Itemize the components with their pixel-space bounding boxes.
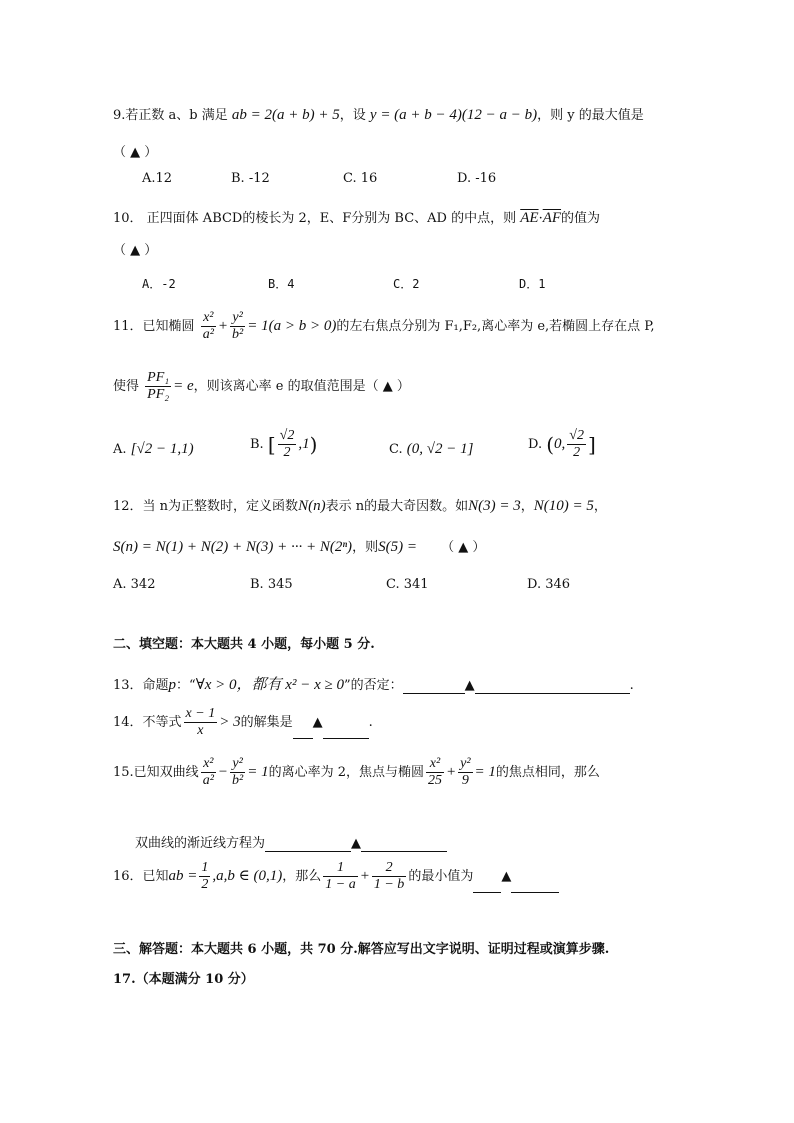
q10-vector-ae: $\overline{AE}$: [520, 210, 539, 226]
q10-text: 10． 正四面体 ABCD的棱长为 2，E、F分别为 BC、AD 的中点，则: [113, 211, 517, 226]
q16-term-1: $\frac{1}{1 - a}$: [325, 860, 356, 892]
q11-option-a: A. [√2 − 1,1): [113, 441, 194, 457]
q10-dot: ·: [538, 211, 543, 226]
q10-option-b: B．4: [268, 277, 295, 291]
section3-heading: 三、解答题：本大题共 6 小题，共 70 分.解答应写出文字说明、证明过程或演算步骤.: [113, 942, 610, 957]
q12-text-b: 表示 n的最大奇因数。如: [325, 499, 469, 514]
q9-prefix: 9.若正数 a、b 满足: [113, 108, 228, 123]
q13-answer-blank-2[interactable]: [475, 679, 630, 694]
q11-plus: +: [217, 318, 229, 334]
q11-option-b: B. [ $\frac{√2}{2}$ ,1): [250, 428, 318, 460]
q11-ratio: $\frac{\text{PF₁}}{\text{PF₂}}$: [147, 370, 170, 402]
q14-marker: ▲: [312, 715, 323, 730]
q12-paren: （ ▲ ）: [441, 540, 486, 555]
q12-line2-mid: ，则: [352, 540, 379, 555]
q15-ellipse-y: $\frac{\text{y²}}{9}$: [460, 756, 471, 788]
q10-option-c: C．2: [393, 277, 420, 291]
q10-paren: （ ▲ ）: [113, 243, 158, 258]
q12-example-1: N(3) = 3: [468, 498, 521, 514]
q10-suffix: 的值为: [561, 211, 601, 226]
q10-option-d: D．1: [519, 277, 546, 291]
q9-option-d: D. -16: [457, 171, 497, 186]
q11-frac-y: $\frac{\text{y²}}{\text{b²}}$: [232, 310, 244, 342]
q10-vector-af: $\overline{AF}$: [542, 210, 562, 226]
q9-expression: y = (a + b − 4)(12 − a − b): [369, 107, 538, 123]
q12-option-b: B. 345: [250, 577, 293, 592]
q11-stem: [113, 310, 655, 343]
q15-hyperbola-y: $\frac{\text{y²}}{\text{b²}}$: [232, 756, 244, 788]
q11-suffix: 的左右焦点分别为 F₁,F₂,离心率为 e,若椭圆上存在点 P,: [336, 319, 655, 334]
q12-n-function: N(n): [298, 498, 326, 514]
q16-marker: ▲: [501, 869, 512, 884]
q9-option-c: C. 16: [343, 171, 378, 186]
q12-line2: [113, 538, 485, 556]
q12-stem: 12．当 n为正整数时，定义函数N(n)表示 n的最大奇因数。如N(3) = 3，N(10) = 5，: [113, 498, 607, 514]
q9-mid: ，设: [339, 108, 366, 123]
section2-heading: 二、填空题：本大题共 4 小题，每小题 5 分.: [113, 637, 375, 652]
q9-option-a: A.12: [142, 171, 173, 186]
q13-answer-blank[interactable]: [403, 679, 465, 694]
q9-paren: （ ▲ ）: [113, 145, 158, 160]
q16-stem: 16．已知ab = $\frac{1}{2}$ ,a,b ∈ (0,1)，那么 $\frac{1}{1 - a}$ + $\frac{2}{1 - b}$ 的最小值为 ▲: [113, 860, 559, 893]
q9-suffix: ，则 y 的最大值是: [537, 108, 644, 123]
q11-line2: [113, 370, 410, 403]
q13-marker: ▲: [464, 678, 475, 693]
q11-line2-suffix: ，则该离心率 e 的取值范围是（ ▲ ）: [193, 379, 410, 394]
q14-fraction: $\frac{x - 1}{x}$: [185, 706, 216, 738]
q14-answer-blank[interactable]: [293, 724, 313, 739]
q16-answer-blank-2[interactable]: [511, 878, 559, 893]
q12-sum-definition: S(n) = N(1) + N(2) + N(3) + ··· + N(2ⁿ): [113, 539, 353, 555]
q9-stem: [113, 106, 644, 124]
q11-line2-prefix: 使得: [113, 379, 140, 394]
q14-stem: 14．不等式 $\frac{x - 1}{x}$ > 3的解集是 ▲ .: [113, 706, 373, 738]
q16-answer-blank[interactable]: [473, 878, 501, 893]
q15-ellipse-x: $\frac{\text{x²}}{25}$: [428, 756, 442, 788]
q15-hyperbola-x: $\frac{\text{x²}}{\text{a²}}$: [202, 756, 214, 788]
q15-marker: ▲: [351, 836, 362, 851]
q12-option-a: A. 342: [113, 577, 156, 592]
q12-question: S(5) =: [378, 539, 417, 555]
q11-condition: = 1(a > b > 0): [247, 318, 337, 334]
q12-option-d: D. 346: [527, 577, 571, 592]
q11-option-c: C. (0, √2 − 1]: [389, 441, 474, 457]
q11-ratio-eq: = e: [173, 378, 194, 394]
q13-proposition: ∀x > 0，都有 x² − x ≥ 0: [195, 677, 344, 693]
q11-frac-x: $\frac{\text{x²}}{\text{a²}}$: [202, 310, 214, 342]
q11-prefix: 11．已知椭圆: [113, 319, 195, 334]
q12-text-a: 12．当 n为正整数时，定义函数: [113, 499, 299, 514]
q17-heading: 17.（本题满分 10 分）: [113, 972, 254, 987]
q16-half: $\frac{1}{2}$: [201, 860, 209, 892]
q12-example-2: N(10) = 5: [533, 498, 594, 514]
q10-stem: [113, 209, 600, 227]
q9-option-b: B. -12: [231, 171, 270, 186]
q15-answer-blank[interactable]: [265, 837, 351, 852]
q9-condition: ab = 2(a + b) + 5: [231, 107, 340, 123]
q15-line2: 双曲线的渐近线方程为 ▲: [135, 836, 447, 852]
q12-option-c: C. 341: [386, 577, 429, 592]
q15-stem: 15.已知双曲线 $\frac{\text{x²}}{\text{a²}}$ − $\frac{\text{y²}}{\text{b²}}$ = 1的离心率为 2，焦点与椭圆 $\frac{\text{x²}}{25}$ + $\frac{\text{y²}}{9}$ = 1的焦点相同，那么: [113, 756, 600, 788]
q13-stem: 13．命题p：“∀x > 0，都有 x² − x ≥ 0”的否定： ▲ .: [113, 677, 634, 693]
q14-answer-blank-2[interactable]: [323, 724, 369, 739]
q11-option-d: D. (0, $\frac{√2}{2}$ ]: [528, 428, 596, 460]
q16-term-2: $\frac{2}{1 - b}$: [373, 860, 405, 892]
q10-option-a: A．-2: [142, 277, 176, 291]
q15-answer-blank-2[interactable]: [361, 837, 447, 852]
